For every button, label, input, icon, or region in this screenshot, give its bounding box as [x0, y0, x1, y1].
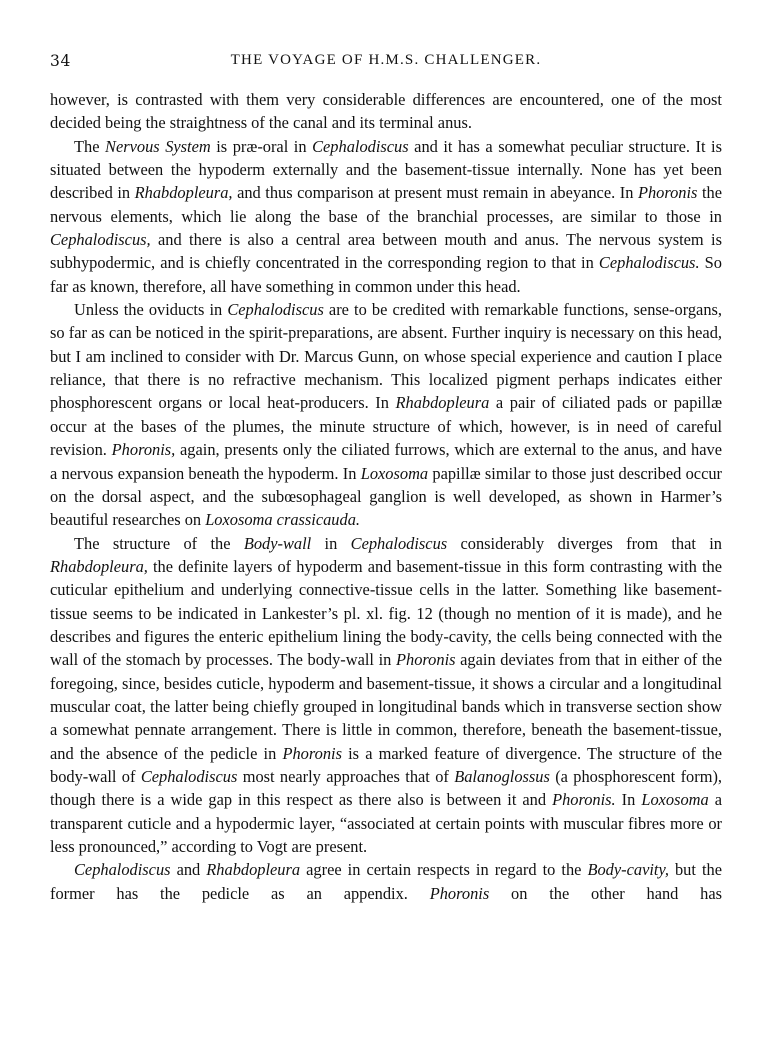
italic-term: Cephalodiscus. — [598, 253, 700, 273]
text-run: the nervous elements, which lie along the base of the branchial processes, are similar to those in — [50, 183, 723, 226]
text-run: and there is also a central area between mouth and anus. The nervous system is subhypodermic, and is chiefly concentrated in the corresponding region to that in — [50, 230, 722, 273]
italic-term: Rhabdopleura, — [134, 183, 233, 203]
paragraph-body-wall — [50, 532, 722, 859]
italic-term: Body-wall — [243, 533, 312, 553]
text-run: and it has a somewhat peculiar structure. It is situated between the hypoderm externally and the basement-tissue internally. None has yet been described in — [50, 136, 722, 203]
book-page — [50, 52, 722, 905]
italic-term: Rhabdopleura — [395, 393, 490, 413]
text-run: in — [311, 533, 351, 553]
paragraph-continued — [50, 88, 722, 135]
paragraph-nervous-system — [50, 135, 722, 298]
text-run: and thus comparison at present must remain in abeyance. In — [232, 183, 638, 203]
body-text — [50, 88, 722, 905]
text-run: and — [170, 860, 207, 880]
italic-term: Cephalodiscus, — [50, 230, 151, 250]
text-run: the definite layers of hypoderm and basement-tissue in this form contrasting with the cuticular epithelium and underlying connective-tissue cells in the latter. Something like basement-tissue seems to be indicated in Lankester’s pl. xl. fig. 12 (though no mention of it is made), and he describes and figures the enteric epithelium lining the body-cavity, the cells being connected with the wall of the stomach by processes. The body-wall in — [50, 556, 722, 670]
page-number: 34 — [50, 52, 71, 70]
text-run: (a phosphorescent form), though there is a wide gap in this respect as there also is between it and — [50, 766, 722, 810]
italic-term: Cephalodiscus — [312, 136, 409, 156]
text-run: however, is contrasted with them very considerable differences are encountered, one of the most decided being the straightness of the canal and its terminal anus. — [50, 90, 722, 133]
italic-term: Loxosoma crassicauda. — [205, 510, 360, 530]
italic-term: Rhabdopleura, — [50, 556, 148, 576]
italic-term: Phoronis — [429, 883, 490, 903]
text-run: is a marked feature of divergence. The structure of the body-wall of — [50, 743, 722, 786]
text-run: agree in certain respects in regard to the — [300, 860, 588, 880]
text-run: The structure of the — [74, 533, 244, 553]
text-run: are to be credited with remarkable functions, sense-organs, so far as can be noticed in the spirit-preparations, are absent. Further inquiry is necessary on this head, but I am inclined to consider with Dr. Marcus Gunn, on whose special experience and caution I place reliance, that there is no refractive mechanism. This localized pigment perhaps indicates either phosphorescent organs or local heat-producers. In — [50, 300, 722, 413]
text-run: again, presents only the ciliated furrows, which are external to the anus, and have a nervous expansion beneath the hypoderm. In — [50, 440, 722, 483]
italic-term: Phoronis — [396, 650, 456, 670]
italic-term: Balanoglossus — [454, 766, 550, 786]
text-run: Unless the oviducts in — [74, 300, 228, 320]
italic-term: Cephalodiscus — [350, 533, 448, 553]
italic-term: Cephalodiscus — [227, 300, 324, 320]
italic-term: Phoronis — [282, 743, 342, 763]
page-header — [50, 52, 722, 78]
paragraph-sense-organs — [50, 298, 722, 531]
italic-term: Phoronis, — [111, 440, 176, 460]
text-run: on the other hand has — [489, 883, 723, 903]
text-run: The — [74, 136, 106, 156]
running-title: THE VOYAGE OF H.M.S. CHALLENGER. — [230, 52, 542, 68]
text-run: most nearly approaches that of — [237, 766, 455, 786]
text-run: In — [615, 790, 642, 810]
text-run: papillæ similar to those just described occur on the dorsal aspect, and the subœsophageal ganglion is well developed, as shown in Harmer’s beautiful researches on — [50, 463, 722, 530]
text-run: again deviates from that in either of the foregoing, since, besides cuticle, hypoderm and basement-tissue, it shows a circular and a longitudinal muscular coat, the latter being chiefly grouped in longitudinal bands which in transverse section show a somewhat pennate arrangement. There is little in common, therefore, beneath the basement-tissue, and the absence of the pedicle in — [50, 650, 723, 763]
text-run: a pair of ciliated pads or papillæ occur at the bases of the plumes, the minute structure of which, however, is in need of careful revision. — [50, 393, 722, 460]
italic-term: Rhabdopleura — [206, 860, 301, 880]
italic-term: Loxosoma — [641, 790, 709, 810]
italic-term: Nervous System — [105, 136, 211, 156]
italic-term: Cephalodiscus — [140, 766, 238, 786]
text-run: but the former has the pedicle as an appendix. — [50, 860, 722, 903]
italic-term: Loxosoma — [360, 463, 429, 483]
text-run: considerably diverges from that in — [447, 533, 722, 553]
italic-term: Cephalodiscus — [74, 860, 171, 880]
text-run: a transparent cuticle and a hypodermic layer, “associated at certain points with muscular fibres more or less pronounced,” according to Vogt are present. — [50, 790, 722, 856]
text-run: So far as known, therefore, all have something in common under this head. — [50, 253, 722, 296]
text-run: is præ-oral in — [210, 136, 313, 156]
italic-term: Phoronis. — [552, 790, 616, 810]
italic-term: Body-cavity, — [587, 860, 669, 880]
italic-term: Phoronis — [637, 183, 698, 203]
paragraph-body-cavity — [50, 858, 722, 905]
